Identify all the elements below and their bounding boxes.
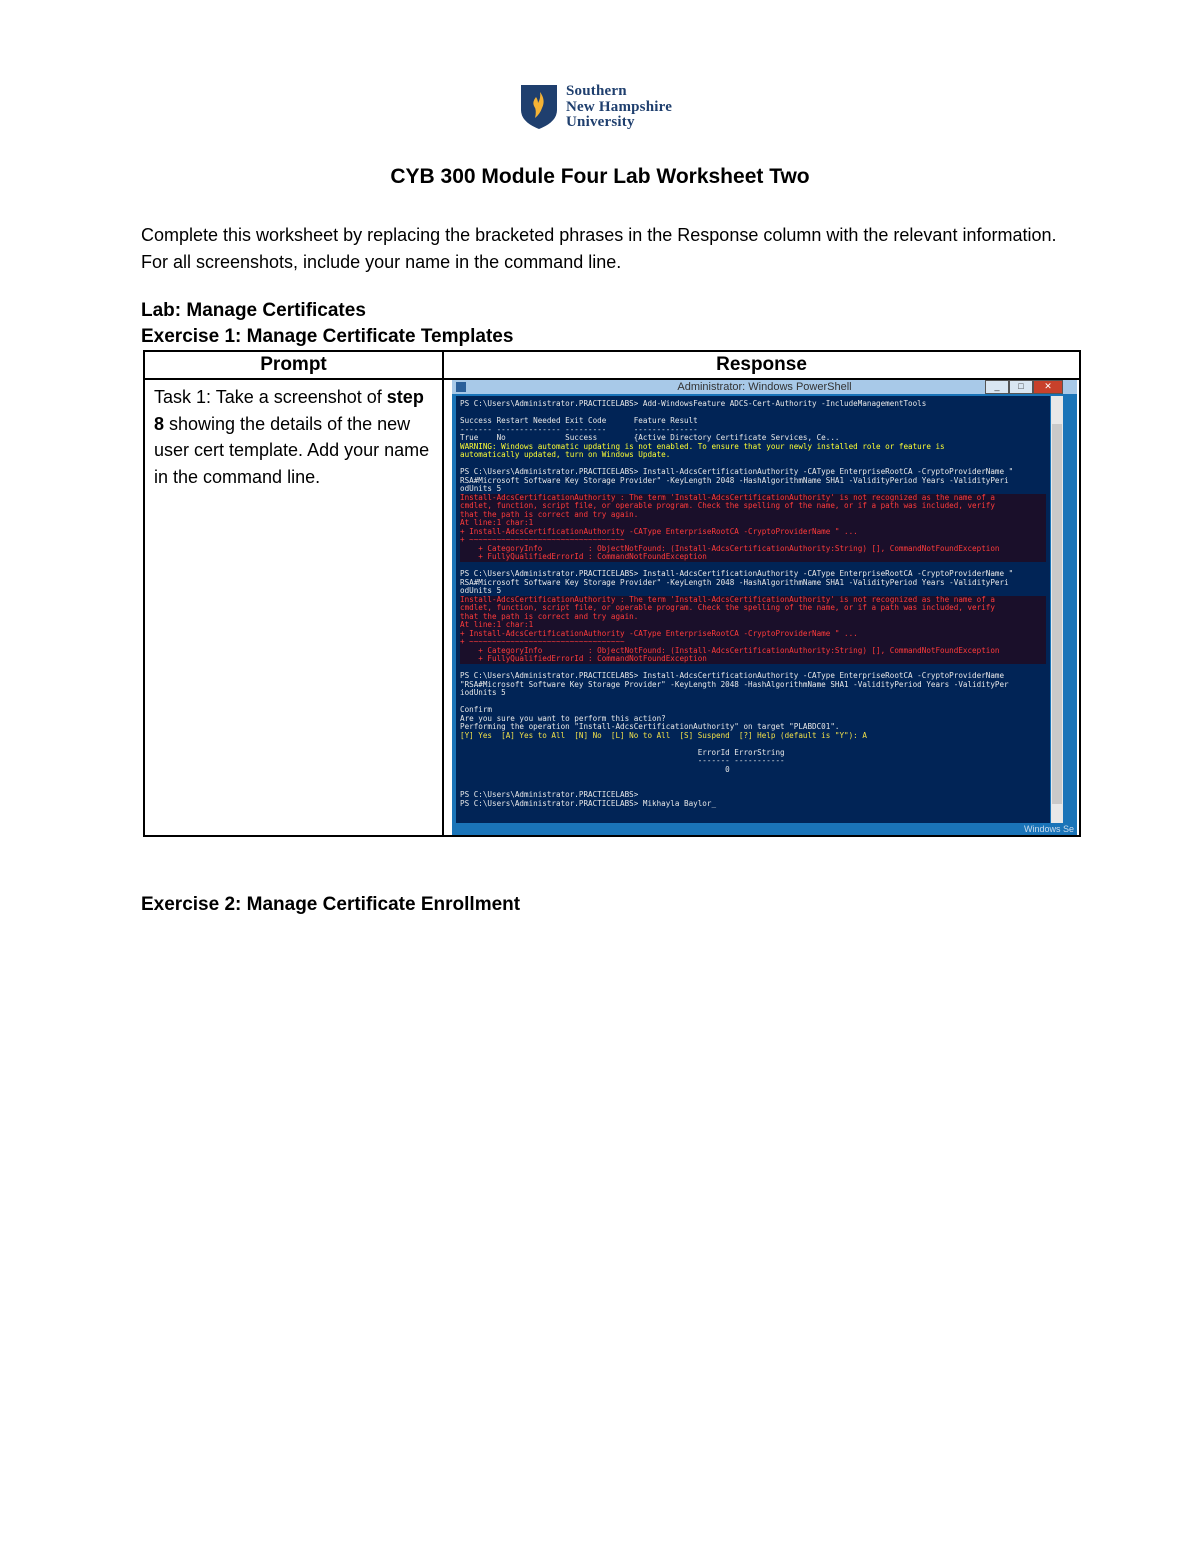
console-line [460,740,1046,749]
powershell-screenshot [452,380,1077,835]
console-line [460,774,1046,783]
logo-line-1: Southern [566,83,627,99]
close-icon: ✕ [1033,380,1063,394]
logo-wordmark [566,84,672,131]
task-1-prefix: Task 1: Take a screenshot of [154,387,387,407]
prompt-column-header: Prompt [144,351,443,379]
console-line: Install-AdcsCertificationAuthority : The term 'Install-AdcsCertificationAuthority' is not recognized as the name of a [460,494,1046,503]
console-line: that the path is correct and try again. [460,613,1046,622]
task-1-prompt [145,380,442,494]
response-cell [443,379,1080,836]
console-line [460,562,1046,571]
console-line: PS C:\Users\Administrator.PRACTICELABS> Install-AdcsCertificationAuthority -CAType EnterpriseRootCA -CryptoProviderName " [460,570,1014,578]
console-line: PS C:\Users\Administrator.PRACTICELABS> Add-WindowsFeature ADCS-Cert-Authority -IncludeManagementTools [460,400,927,408]
console-line: At line:1 char:1 [460,519,1046,528]
console-line: WARNING: Windows automatic updating is not enabled. To ensure that your newly installed role or feature is [460,442,945,451]
console-scrollbar [1051,396,1063,823]
shield-icon [520,84,558,130]
console-line: RSA#Microsoft Software Key Storage Provider" -KeyLength 2048 -HashAlgorithmName SHA1 -ValidityPeriod Years -ValidityPeri [460,578,1009,587]
console-line [460,698,1046,707]
console-line: Performing the operation "Install-AdcsCertificationAuthority" on target "PLABDC01". [460,723,840,731]
minimize-icon: _ [985,380,1009,394]
console-line: 0 [460,765,730,774]
console-line [460,460,1046,469]
console-line: ErrorId ErrorString [460,748,785,757]
console-line: odUnits 5 [460,587,502,595]
maximize-icon: □ [1009,380,1033,394]
scrollbar-thumb [1052,424,1062,804]
console-line: + ~~~~~~~~~~~~~~~~~~~~~~~~~~~~~~~~~~ [460,536,1046,545]
exercise-1-heading: Exercise 1: Manage Certificate Templates [141,326,514,347]
console-line: Success Restart Needed Exit Code Feature Result [460,417,698,425]
console-line: automatically updated, turn on Windows Update. [460,451,671,459]
console-line: ------- -------------- --------- -------------- [460,425,698,434]
console-line: + FullyQualifiedErrorId : CommandNotFoundException [460,655,1046,664]
powershell-window-title: Administrator: Windows PowerShell [677,381,852,393]
powershell-titlebar [452,380,1077,394]
console-line: that the path is correct and try again. [460,511,1046,520]
console-line: PS C:\Users\Administrator.PRACTICELABS> [460,791,639,799]
page-title: CYB 300 Module Four Lab Worksheet Two [390,165,810,188]
console-line: PS C:\Users\Administrator.PRACTICELABS> Mikhayla Baylor_ [460,799,717,808]
console-line: Install-AdcsCertificationAuthority : The term 'Install-AdcsCertificationAuthority' is not recognized as the name of a [460,596,1046,605]
powershell-console [456,396,1050,823]
logo-line-3: University [566,114,635,130]
table-row [144,379,1080,836]
console-line: At line:1 char:1 [460,621,1046,630]
console-line [460,664,1046,673]
logo-line-2: New Hampshire [566,98,673,115]
console-line: Confirm [460,706,493,714]
console-line: True No Success {Active Directory Certificate Services, Ce... [460,434,840,442]
console-line: + Install-AdcsCertificationAuthority -CAType EnterpriseRootCA -CryptoProviderName " ... [460,528,1046,537]
taskbar-strip: Windows Se [452,823,1077,835]
console-line: RSA#Microsoft Software Key Storage Provider" -KeyLength 2048 -HashAlgorithmName SHA1 -ValidityPeriod Years -ValidityPeri [460,476,1009,485]
lab-heading: Lab: Manage Certificates [141,300,366,321]
console-line: PS C:\Users\Administrator.PRACTICELABS> Install-AdcsCertificationAuthority -CAType EnterpriseRootCA -CryptoProviderName " [460,468,1014,476]
console-line [460,409,1046,418]
console-line: odUnits 5 [460,485,502,493]
console-line: [Y] Yes [A] Yes to All [N] No [L] No to All [S] Suspend [?] Help (default is "Y"): A [460,731,867,740]
console-line: + CategoryInfo : ObjectNotFound: (Install-AdcsCertificationAuthority:String) [], CommandNotFoundException [460,647,1046,656]
intro-paragraph: Complete this worksheet by replacing the bracketed phrases in the Response column with the relevant information. For all screenshots, include your name in the command line. [141,225,1057,272]
console-line [460,783,1046,792]
snhu-logo [520,84,672,131]
console-line: + Install-AdcsCertificationAuthority -CAType EnterpriseRootCA -CryptoProviderName " ... [460,630,1046,639]
console-line: + CategoryInfo : ObjectNotFound: (Install-AdcsCertificationAuthority:String) [], CommandNotFoundException [460,545,1046,554]
console-line: cmdlet, function, script file, or operable program. Check the spelling of the name, or if a path was included, verify [460,502,1046,511]
console-line: + FullyQualifiedErrorId : CommandNotFoundException [460,553,1046,562]
console-line: Are you sure you want to perform this action? [460,714,666,723]
console-line: PS C:\Users\Administrator.PRACTICELABS> Install-AdcsCertificationAuthority -CAType EnterpriseRootCA -CryptoProviderName [460,672,1005,680]
console-line: "RSA#Microsoft Software Key Storage Provider" -KeyLength 2048 -HashAlgorithmName SHA1 -ValidityPeriod Years -ValidityPer [460,680,1009,689]
console-line: + ~~~~~~~~~~~~~~~~~~~~~~~~~~~~~~~~~~ [460,638,1046,647]
task-1-step: step 8 [154,387,424,434]
console-line: ------- ----------- [460,757,785,765]
response-column-header: Response [443,351,1080,379]
console-line: cmdlet, function, script file, or operable program. Check the spelling of the name, or if a path was included, verify [460,604,1046,613]
worksheet-table [143,350,1081,837]
table-header-row [144,351,1080,379]
console-line: iodUnits 5 [460,689,506,697]
window-controls [985,380,1063,394]
task-1-suffix: showing the details of the new user cert template. Add your name in the command line. [154,413,430,487]
exercise-2-heading: Exercise 2: Manage Certificate Enrollment [141,894,521,915]
prompt-cell [144,379,443,836]
